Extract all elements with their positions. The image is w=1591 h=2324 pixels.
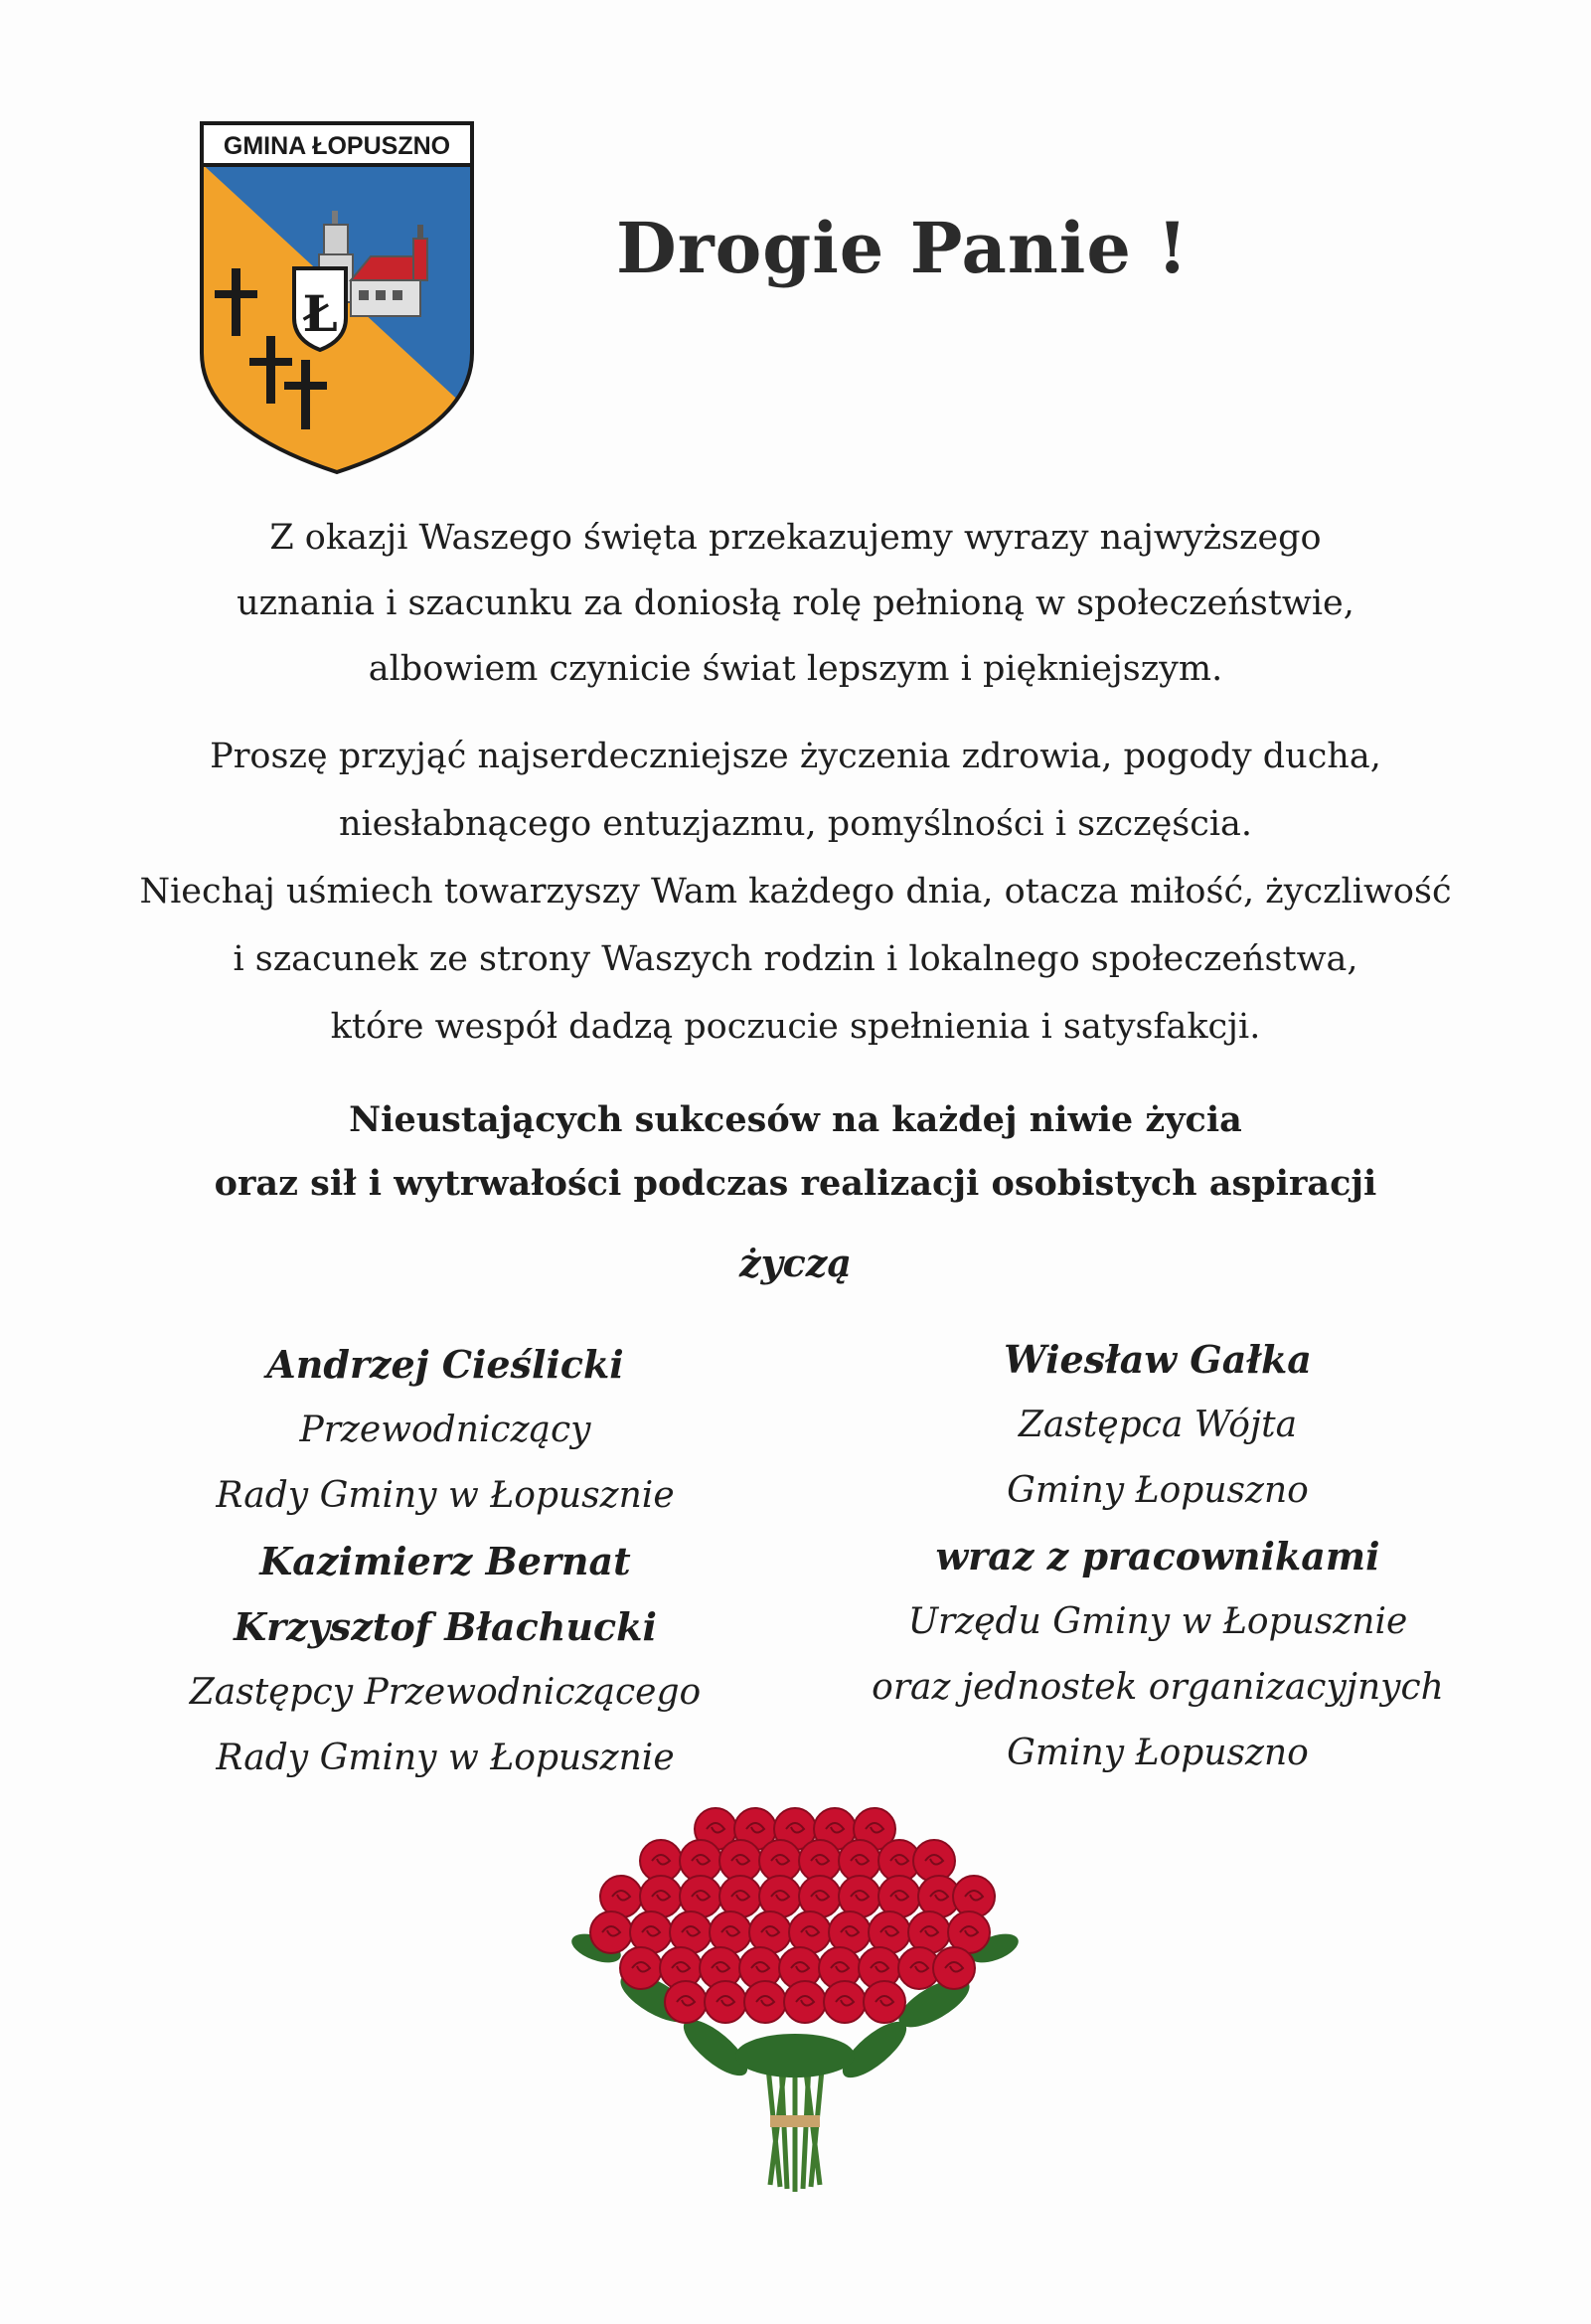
rose-head [705,1981,746,2023]
paragraph-line: uznania i szacunku za doniosłą rolę pełnioną w społeczeństwie, [237,583,1354,623]
rose-head [784,1981,826,2023]
rose-head [824,1981,866,2023]
paragraph-line: Z okazji Waszego święta przekazujemy wyrazy najwyższego [269,518,1322,558]
rose-head [744,1981,786,2023]
paragraph-line: Nieustających sukcesów na każdej niwie życia [349,1099,1242,1140]
paragraph-line: które wespół dadzą poczucie spełnienia i satysfakcji. [330,1007,1261,1047]
rose-head [864,1981,905,2023]
signature-role: Zastępcy Przewodniczącego [189,1672,702,1713]
coat-of-arms-logo [197,119,477,477]
wish-word: życzą [739,1241,852,1285]
signature-name: wraz z pracownikami [935,1534,1380,1578]
signature-role: Gminy Łopuszno [1007,1733,1309,1773]
signature-role: oraz jednostek organizacyjnych [872,1667,1444,1708]
signature-role: Przewodniczący [299,1410,591,1450]
signature-name: Andrzej Cieślicki [266,1342,624,1387]
rose-head [665,1981,707,2023]
rose-bouquet-image [566,1799,1024,2197]
signature-role: Urzędu Gminy w Łopusznie [907,1601,1408,1642]
signature-role: Zastępca Wójta [1018,1405,1298,1445]
rose-head [933,1947,975,1989]
crest-letter-badge [294,268,346,350]
signature-role: Gminy Łopuszno [1007,1470,1309,1511]
paragraph-line: Niechaj uśmiech towarzyszy Wam każdego dnia, otacza miłość, życzliwość [139,872,1452,912]
paragraph-line: i szacunek ze strony Waszych rodzin i lokalnego społeczeństwa, [233,939,1358,979]
crest-label: GMINA ŁOPUSZNO [223,132,451,160]
rose-head [620,1947,662,1989]
signatures-left [127,1332,763,1791]
ribbon-icon [770,2115,820,2127]
signature-name: Kazimierz Bernat [259,1539,631,1583]
signatures-right [840,1327,1476,1786]
rose-head [590,1911,632,1953]
crest-letter: Ł [302,284,338,343]
signature-role: Rady Gminy w Łopusznie [216,1738,675,1778]
page-title: Drogie Panie ! [616,207,1189,289]
signature-name: Krzysztof Błachucki [234,1604,657,1649]
greeting-paragraph-1 [60,505,1531,702]
paragraph-line: Proszę przyjąć najserdeczniejsze życzenia zdrowia, pogody ducha, [210,737,1381,776]
paragraph-line: oraz sił i wytrwałości podczas realizacji osobistych aspiracji [214,1163,1377,1204]
signature-role: Rady Gminy w Łopusznie [216,1475,675,1516]
paragraph-line: albowiem czynicie świat lepszym i piękniejszym. [368,649,1223,689]
greeting-paragraph-3 [60,1088,1531,1216]
signature-name: Wiesław Gałka [1004,1337,1312,1382]
greeting-paragraph-2 [60,723,1531,1061]
paragraph-line: niesłabnącego entuzjazmu, pomyślności i szczęścia. [338,804,1253,844]
